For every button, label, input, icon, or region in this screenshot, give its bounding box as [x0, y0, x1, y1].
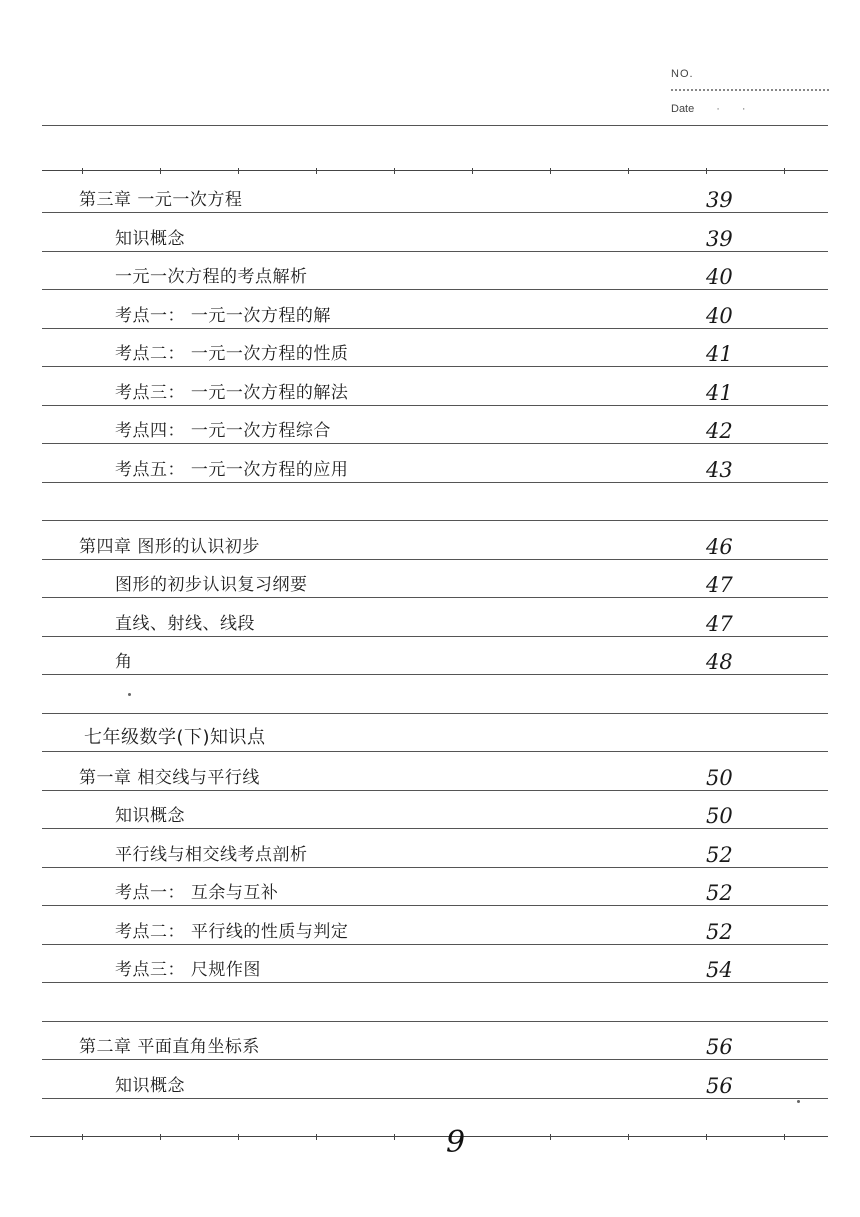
- toc-blank-line: [42, 483, 828, 521]
- toc-entry: [42, 945, 828, 983]
- toc-entry-title: 考点二： 平行线的性质与判定: [115, 921, 349, 942]
- toc-entry-title: 角: [115, 652, 133, 672]
- toc-entry-page: 50: [706, 804, 733, 828]
- ruler-tick: [316, 168, 317, 174]
- toc-entry-title: 考点一： 互余与互补: [115, 883, 279, 903]
- ruler-tick: [238, 168, 239, 174]
- ink-dot: [797, 1100, 800, 1103]
- toc-entry-title: 考点四： 一元一次方程综合: [115, 421, 331, 441]
- ruler-tick: [160, 1134, 161, 1140]
- ruler-tick: [316, 1134, 317, 1140]
- toc-entry-title: 考点三： 一元一次方程的解法: [115, 382, 349, 403]
- header-date-label: Date: [671, 103, 695, 115]
- toc-entry-page: 40: [706, 303, 733, 328]
- toc-entry: [42, 406, 828, 444]
- toc-entry-page: 54: [706, 958, 733, 982]
- toc-entry-title: 第四章 图形的认识初步: [79, 536, 260, 557]
- toc-entry-page: 56: [706, 1035, 733, 1059]
- toc-entry: [42, 522, 828, 560]
- toc-entry-page: 52: [706, 842, 733, 867]
- toc-entry: [42, 445, 828, 483]
- toc-entry-page: 47: [706, 573, 733, 597]
- ruler-tick: [394, 1134, 395, 1140]
- toc-entry-title: 知识概念: [115, 1075, 185, 1096]
- ruler-tick: [160, 168, 161, 174]
- ink-dot: [128, 693, 131, 696]
- toc-entry-title: 平行线与相交线考点剖析: [115, 844, 308, 865]
- toc-entry: [42, 560, 828, 598]
- header-date-separator: ·: [716, 103, 720, 115]
- ruled-line: [42, 1098, 828, 1099]
- ruler-tick: [394, 168, 395, 174]
- toc-entry: [42, 830, 828, 868]
- toc-entry-title: 考点一： 一元一次方程的解: [115, 305, 331, 326]
- ruler-tick: [706, 1134, 707, 1140]
- ruler-tick: [784, 1134, 785, 1140]
- toc-blank-line: [42, 676, 828, 714]
- toc-entry-title: 考点五： 一元一次方程的应用: [115, 459, 349, 480]
- toc-entry-page: 47: [706, 611, 733, 636]
- toc-entry: [42, 1022, 828, 1060]
- toc-entry: [42, 753, 828, 791]
- ruler-tick: [628, 1134, 629, 1140]
- toc-entry: [42, 291, 828, 329]
- header-rule: [42, 125, 828, 126]
- toc-entry-title: 第二章 平面直角坐标系: [79, 1037, 260, 1057]
- ruler-tick: [628, 168, 629, 174]
- toc-entry-page: 40: [706, 265, 733, 289]
- toc-entry-page: 41: [706, 380, 733, 405]
- toc-entry: [42, 175, 828, 213]
- toc-entry-page: 43: [706, 457, 733, 482]
- toc-entry-page: 39: [706, 188, 733, 212]
- header-dotted-line: [671, 89, 829, 91]
- toc-entry: [42, 868, 828, 906]
- toc-entry: [42, 907, 828, 945]
- ruler-tick: [550, 1134, 551, 1140]
- toc-entry-page: 50: [706, 765, 733, 790]
- top-border-line: [42, 170, 828, 171]
- toc-entry-title: 图形的初步认识复习纲要: [115, 575, 308, 595]
- toc-entry-page: 52: [706, 881, 733, 905]
- toc-entry: [42, 329, 828, 367]
- toc-entry-page: 48: [706, 650, 733, 674]
- toc-entry-title: 知识概念: [115, 228, 185, 249]
- ruler-tick: [706, 168, 707, 174]
- toc-entry-page: 46: [706, 534, 733, 559]
- ruler-tick: [550, 168, 551, 174]
- toc-entry-title: 知识概念: [115, 806, 185, 826]
- toc-entry-page: 52: [706, 919, 733, 944]
- ruler-tick: [238, 1134, 239, 1140]
- toc-entry-page: 39: [706, 226, 733, 251]
- ruler-tick: [82, 1134, 83, 1140]
- toc-entry-title: 第一章 相交线与平行线: [79, 767, 260, 788]
- ruler-tick: [82, 168, 83, 174]
- header-date-separator: ·: [741, 103, 746, 115]
- header-date: [671, 103, 746, 115]
- toc-entry-page: 42: [706, 419, 733, 443]
- toc-entry: [42, 714, 828, 752]
- toc-entry: [42, 214, 828, 252]
- toc-entry-title: 考点二： 一元一次方程的性质: [115, 344, 349, 364]
- toc-entry-title: 一元一次方程的考点解析: [115, 267, 308, 287]
- toc-entry: [42, 637, 828, 675]
- toc-entry: [42, 791, 828, 829]
- header-no-label: NO.: [671, 68, 694, 80]
- toc-entry-page: 56: [706, 1073, 733, 1098]
- toc-entry: [42, 1061, 828, 1099]
- toc-entry: [42, 368, 828, 406]
- toc-blank-line: [42, 984, 828, 1022]
- toc-entry-title: 考点三： 尺规作图: [115, 960, 261, 980]
- toc-entry-title: 第三章 一元一次方程: [79, 190, 243, 210]
- ruler-tick: [472, 168, 473, 174]
- toc-entry: [42, 252, 828, 290]
- ruler-tick: [784, 168, 785, 174]
- toc-entry-page: 41: [706, 342, 733, 366]
- toc-entry-title: 直线、射线、线段: [115, 613, 255, 634]
- bottom-border-line: [30, 1136, 828, 1137]
- toc-entry: [42, 599, 828, 637]
- page-number: 9: [446, 1125, 466, 1160]
- toc-entry-title: 七年级数学(下)知识点: [84, 727, 266, 748]
